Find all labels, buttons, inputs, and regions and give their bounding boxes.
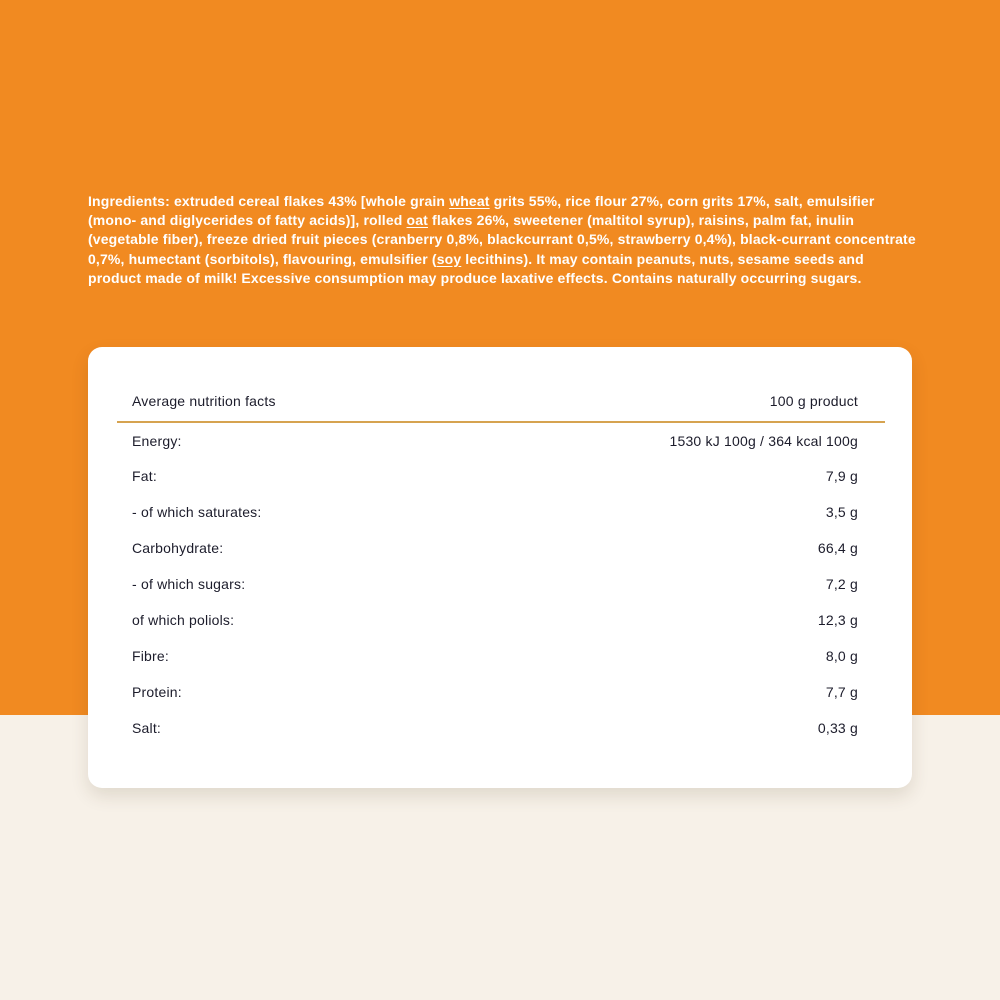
allergen-highlight: oat (406, 212, 428, 229)
row-value: 7,9 g (825, 468, 858, 484)
row-value: 3,5 g (825, 504, 858, 520)
table-row (117, 638, 885, 674)
row-value: 7,7 g (825, 684, 858, 700)
allergen-highlight: soy (436, 250, 462, 267)
row-label: - of which saturates: (132, 504, 262, 520)
allergen-highlight: wheat (449, 193, 490, 209)
row-label: Fat: (132, 468, 157, 484)
table-header-label: Average nutrition facts (117, 393, 443, 422)
row-label: Carbohydrate: (132, 540, 224, 556)
table-row (117, 602, 885, 638)
row-value: 1530 kJ 100g / 364 kcal 100g (669, 432, 858, 449)
nutrition-card (88, 347, 912, 788)
table-row (117, 674, 885, 710)
table-row (117, 710, 885, 746)
row-value: 12,3 g (817, 612, 858, 628)
nutrition-table-header-row (117, 393, 885, 422)
nutrition-table (117, 393, 885, 746)
row-label: of which poliols: (132, 612, 235, 628)
row-value: 66,4 g (817, 540, 858, 556)
nutrition-table-body (117, 422, 885, 746)
table-header-value: 100 g product (443, 393, 885, 422)
row-label: Salt: (132, 720, 162, 736)
row-label: Fibre: (132, 648, 169, 664)
ingredients-text: Ingredients: extruded cereal flakes 43% [whole grain wheat grits 55%, rice flour 27%, corn grits 17%, salt, emulsifier (mono- and diglycerides of fatty acids)], rolled oat flakes 26%, sweetener (maltitol syrup), raisins, palm fat, inulin (vegetable fiber), freeze dried fruit pieces (cranberry 0,8%, blackcurrant 0,5%, strawberry 0,4%), black-currant concentrate 0,7%, humectant (sorbitols), flavouring, emulsifier (soy lecithins). It may contain peanuts, nuts, sesame seeds and product made of milk! Excessive consumption may produce laxative effects. Contains naturally occurring sugars. (88, 193, 916, 286)
row-value: 7,2 g (825, 576, 858, 592)
row-value: 0,33 g (817, 720, 858, 736)
table-row (117, 566, 885, 602)
table-row (117, 458, 885, 494)
table-row (117, 422, 885, 458)
row-label: Energy: (132, 432, 182, 449)
row-value: 8,0 g (825, 648, 858, 664)
table-row (117, 530, 885, 566)
table-row (117, 494, 885, 530)
row-label: - of which sugars: (132, 576, 246, 592)
row-label: Protein: (132, 684, 182, 700)
